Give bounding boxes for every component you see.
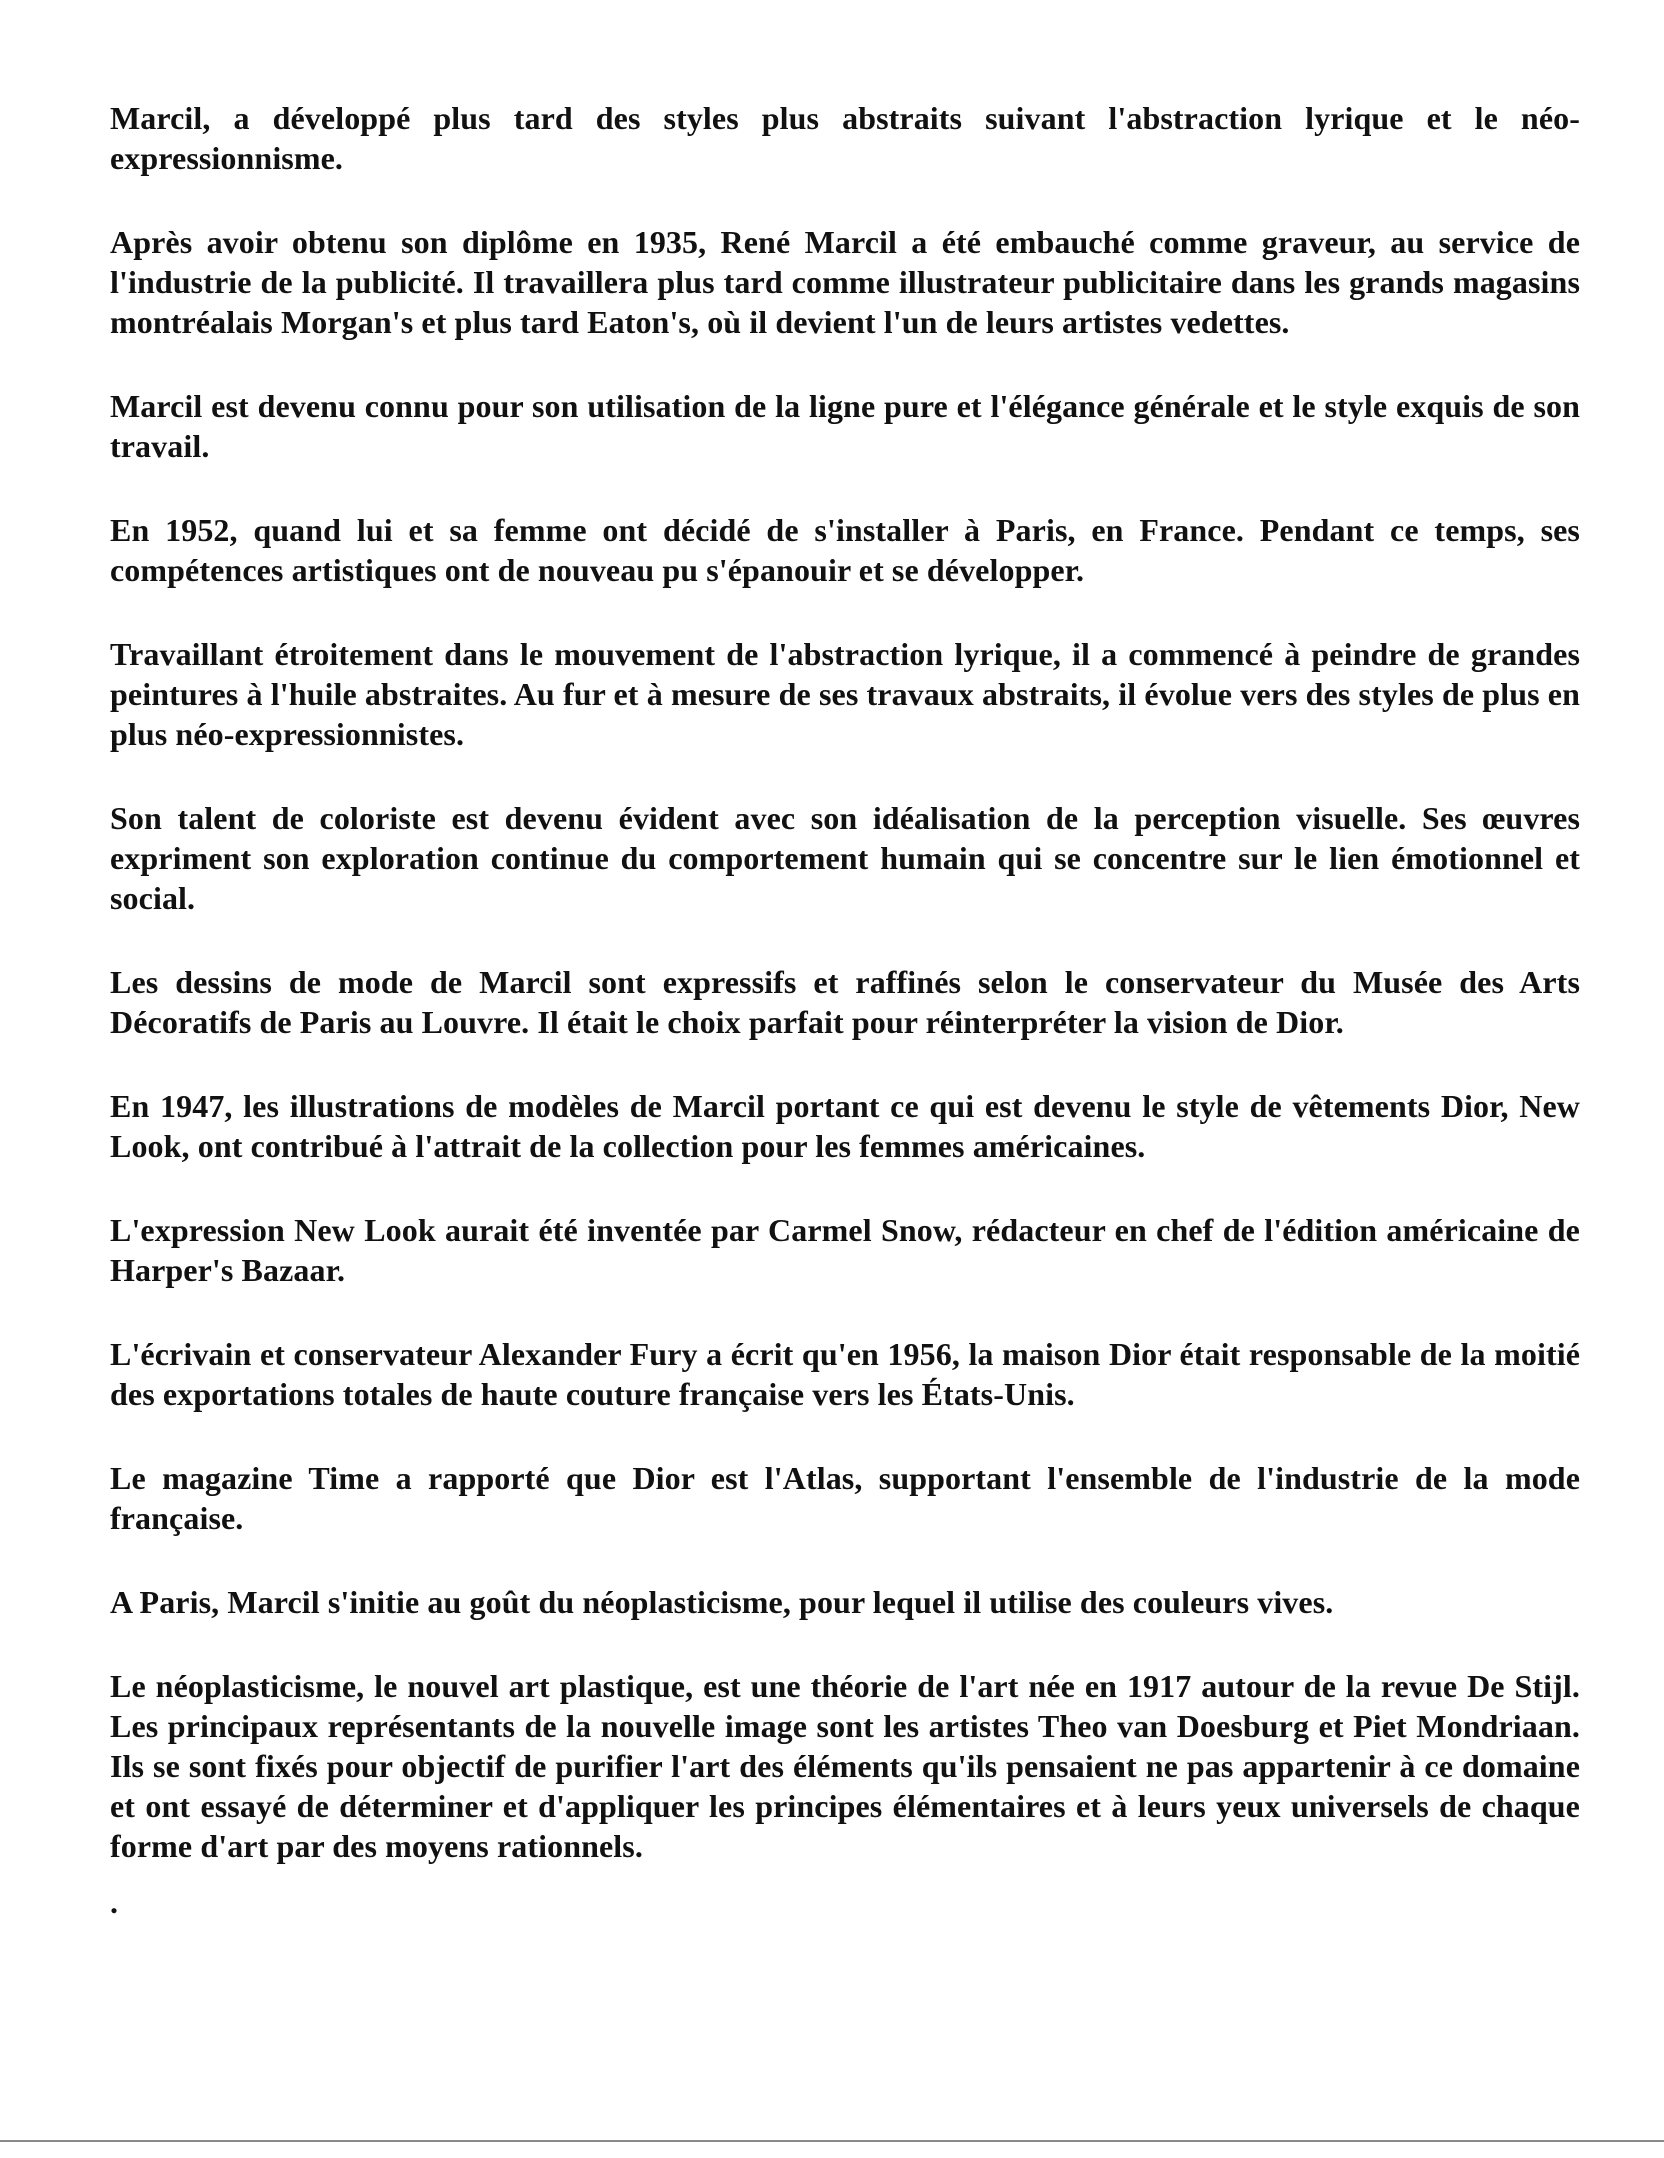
paragraph-1: Marcil, a développé plus tard des styles plus abstraits suivant l'abstraction lyrique et le néo-expressionnisme. [110, 100, 1580, 176]
paragraph-5: Travaillant étroitement dans le mouvement de l'abstraction lyrique, il a commencé à peindre de grandes peintures à l'huile abstraites. Au fur et à mesure de ses travaux abstraits, il évolue vers des styles de plus en plus néo-expressionnistes. [110, 636, 1580, 752]
paragraph-10: L'écrivain et conservateur Alexander Fury a écrit qu'en 1956, la maison Dior était responsable de la moitié des exportations totales de haute couture française vers les États-Unis. [110, 1336, 1580, 1412]
trailing-mark: . [110, 1884, 118, 1920]
paragraph-12: A Paris, Marcil s'initie au goût du néoplasticisme, pour lequel il utilise des couleurs vives. [110, 1584, 1334, 1620]
paragraph-4: En 1952, quand lui et sa femme ont décidé de s'installer à Paris, en France. Pendant ce temps, ses compétences artistiques ont de nouveau pu s'épanouir et se développer. [110, 512, 1580, 588]
paragraph-8: En 1947, les illustrations de modèles de Marcil portant ce qui est devenu le style de vêtements Dior, New Look, ont contribué à l'attrait de la collection pour les femmes américaines. [110, 1088, 1580, 1164]
paragraph-3: Marcil est devenu connu pour son utilisation de la ligne pure et l'élégance générale et le style exquis de son travail. [110, 388, 1580, 464]
paragraph-7: Les dessins de mode de Marcil sont expressifs et raffinés selon le conservateur du Musée des Arts Décoratifs de Paris au Louvre. Il était le choix parfait pour réinterpréter la vision de Dior. [110, 964, 1580, 1040]
paragraph-9: L'expression New Look aurait été inventée par Carmel Snow, rédacteur en chef de l'édition américaine de Harper's Bazaar. [110, 1212, 1580, 1288]
paragraph-13: Le néoplasticisme, le nouvel art plastique, est une théorie de l'art née en 1917 autour de la revue De Stijl. Les principaux représentants de la nouvelle image sont les artistes Theo van Doesburg et Piet Mondriaan. Ils se sont fixés pour objectif de purifier l'art des éléments qu'ils pensaient ne pas appartenir à ce domaine et ont essayé de déterminer et d'appliquer les principes élémentaires et à leurs yeux universels de chaque forme d'art par des moyens rationnels. [110, 1668, 1580, 1864]
paragraph-11: Le magazine Time a rapporté que Dior est l'Atlas, supportant l'ensemble de l'industrie de la mode française. [110, 1460, 1580, 1536]
document-body [110, 98, 1580, 1918]
bottom-rule [0, 2140, 1664, 2142]
paragraph-6: Son talent de coloriste est devenu évident avec son idéalisation de la perception visuelle. Ses œuvres expriment son exploration continue du comportement humain qui se concentre sur le lien émotionnel et social. [110, 800, 1580, 916]
paragraph-2: Après avoir obtenu son diplôme en 1935, René Marcil a été embauché comme graveur, au service de l'industrie de la publicité. Il travaillera plus tard comme illustrateur publicitaire dans les grands magasins montréalais Morgan's et plus tard Eaton's, où il devient l'un de leurs artistes vedettes. [110, 224, 1580, 340]
